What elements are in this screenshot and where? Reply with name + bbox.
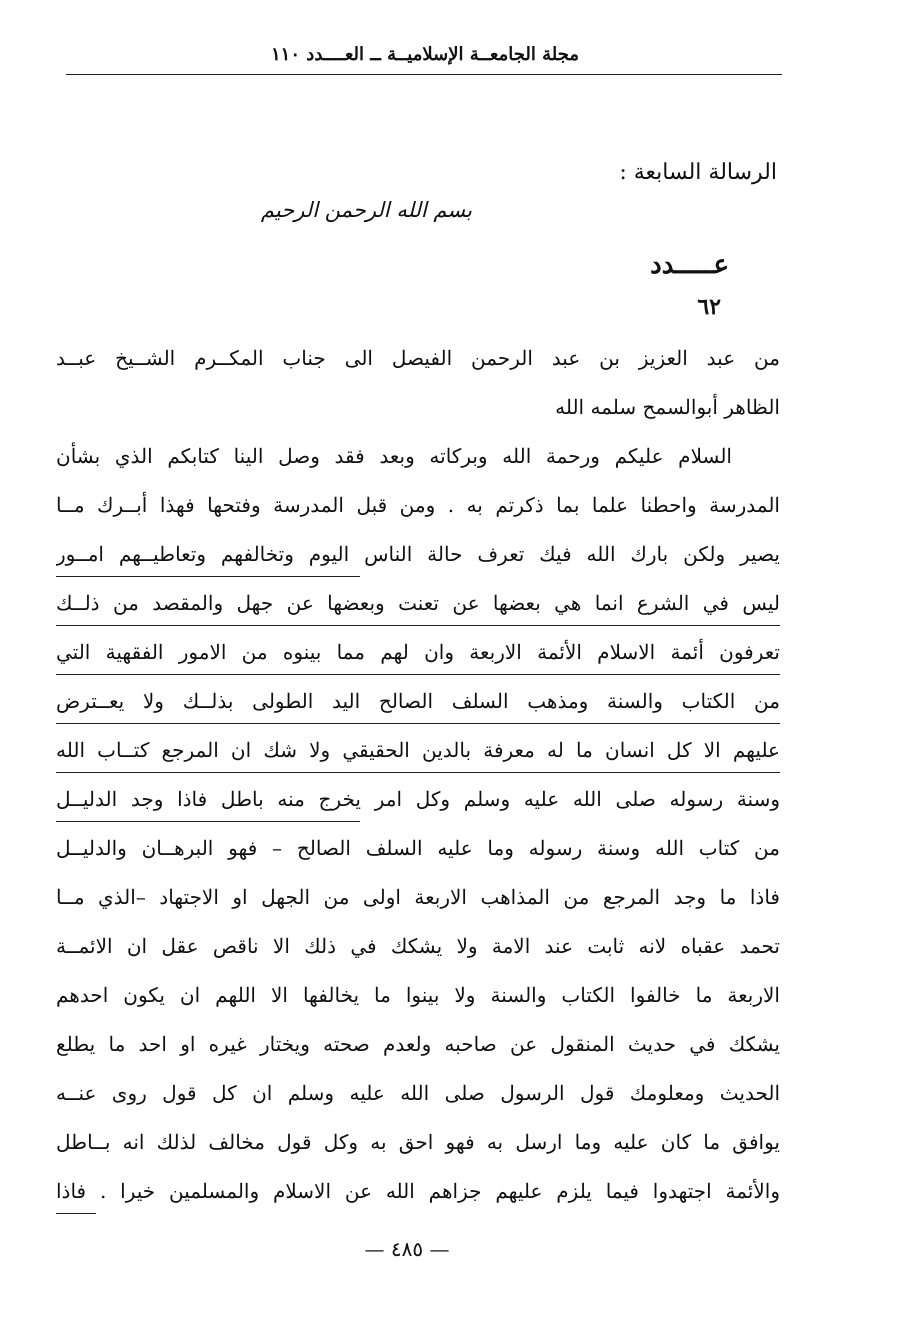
body-line-text: والأئمة اجتهدوا فيما يلزم عليهم جزاهم الله عن الاسلام والمسلمين خيرا . فاذا bbox=[56, 1179, 780, 1203]
underline bbox=[56, 821, 360, 822]
body-line-text: ليس في الشرع انما هي بعضها عن تعنت وبعضها عن جهل والمقصد من ذلــك bbox=[56, 591, 780, 615]
body-line-text: تعرفون أئمة الاسلام الأئمة الاربعة وان لهم مما بينوه من الامور الفقهية التي bbox=[56, 640, 780, 664]
reference-number: ٦٢ bbox=[697, 294, 721, 320]
body-line-text: من الكتاب والسنة ومذهب السلف الصالح اليد الطولى بذلــك ولا يعــترض bbox=[56, 689, 780, 713]
body-line bbox=[56, 1167, 780, 1216]
body-line: من كتاب الله وسنة رسوله وما عليه السلف الصالح – فهو البرهــان والدليــل bbox=[56, 836, 780, 860]
body-line-text: وسنة رسوله صلى الله عليه وسلم وكل امر يخرج منه باطل فاذا وجد الدليــل bbox=[56, 787, 780, 811]
underline bbox=[56, 723, 780, 724]
body-line-text: يصير ولكن بارك الله فيك تعرف حالة الناس اليوم وتخالفهم وتعاطيــهم امــور bbox=[56, 542, 780, 566]
body-line: يوافق ما كان عليه وما ارسل به فهو احق به وكل قول مخالف لذلك انه بــاطل bbox=[56, 1130, 780, 1154]
body-line: الظاهر أبوالسمح سلمه الله bbox=[555, 395, 780, 419]
body-line bbox=[56, 579, 780, 628]
body-line: الحديث ومعلومك قول الرسول صلى الله عليه وسلم ان كل قول روى عنــه bbox=[56, 1081, 780, 1105]
body-line: فاذا ما وجد المرجع من المذاهب الاربعة اولى من الجهل او الاجتهاد –الذي مــا bbox=[56, 885, 780, 909]
body-line: تحمد عقباه لانه ثابت عند الامة ولا يشكك في ذلك الا ناقص عقل ان الائمــة bbox=[56, 934, 780, 958]
letter-body bbox=[56, 334, 780, 1216]
reference-label: عـــــدد bbox=[650, 250, 729, 280]
body-line bbox=[56, 628, 780, 677]
body-line: يشكك في حديث المنقول عن صاحبه ولعدم صحته ويختار غيره او احد ما يطلع bbox=[56, 1032, 780, 1056]
body-line bbox=[56, 726, 780, 775]
body-line: الاربعة ما خالفوا الكتاب والسنة ولا بينوا ما يخالفها الا اللهم ان يكون احدهم bbox=[56, 983, 780, 1007]
page-number: — ٤٨٥ — bbox=[364, 1237, 450, 1261]
underline bbox=[56, 576, 360, 577]
header-divider bbox=[66, 74, 782, 75]
body-line: السلام عليكم ورحمة الله وبركاته وبعد فقد وصل الينا كتابكم الذي بشأن bbox=[56, 444, 732, 468]
body-line bbox=[56, 775, 780, 824]
underline bbox=[56, 772, 780, 773]
body-line: المدرسة واحطنا علما بما ذكرتم به . ومن قبل المدرسة وفتحها فهذا أبــرك مــا bbox=[56, 493, 780, 517]
underline bbox=[56, 674, 780, 675]
underline bbox=[56, 625, 780, 626]
basmala-calligraphy: بسم الله الرحمن الرحيم bbox=[260, 198, 472, 222]
running-header: مجلة الجامعــة الإسلاميــة ــ العــــدد ١١٠ bbox=[271, 44, 579, 65]
body-line bbox=[56, 530, 780, 579]
body-line-text: عليهم الا كل انسان ما له معرفة بالدين الحقيقي ولا شك ان المرجع كتــاب الله bbox=[56, 738, 780, 762]
body-line bbox=[56, 677, 780, 726]
body-line: من عبد العزيز بن عبد الرحمن الفيصل الى جناب المكــرم الشــيخ عبــد bbox=[56, 346, 780, 370]
letter-heading: الرسالة السابعة : bbox=[619, 160, 777, 185]
underline bbox=[56, 1213, 96, 1214]
